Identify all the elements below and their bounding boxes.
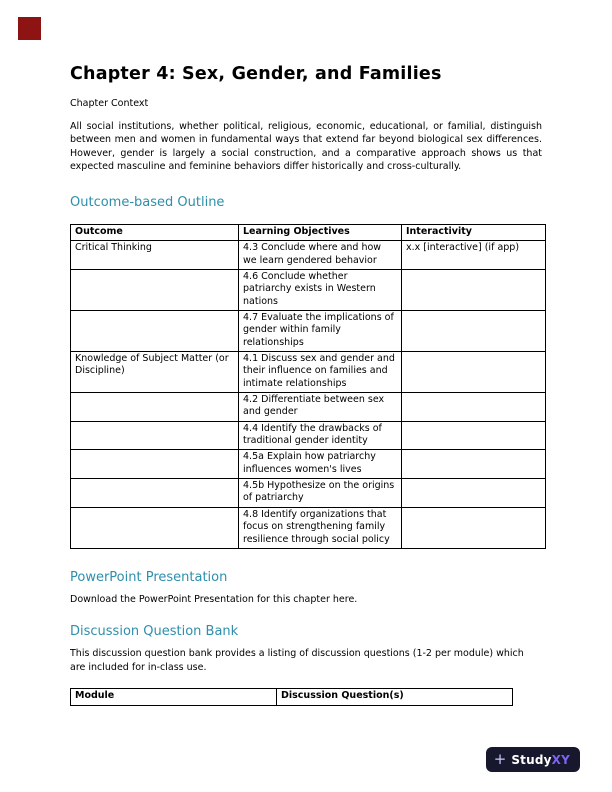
column-header-outcome: Outcome: [71, 224, 239, 240]
table-row: [71, 450, 546, 479]
objective-cell: 4.1 Discuss sex and gender and their influence on families and intimate relationships: [239, 352, 402, 393]
powerpoint-section-heading: PowerPoint Presentation: [70, 569, 228, 585]
objective-cell: 4.2 Differentiate between sex and gender: [239, 393, 402, 422]
table-row: [71, 479, 546, 508]
brand-study-text: Study: [511, 752, 552, 767]
interactivity-cell: [402, 269, 546, 310]
chapter-intro-paragraph: All social institutions, whether political, religious, economic, educational, or familial, distinguish between men and women in fundamental ways that extend far beyond biological sex differences. However, gender is largely a social construction, and a comparative approach shows us that expected masculine and feminine behaviors differ historically and cross-culturally.: [70, 121, 542, 173]
interactivity-cell: [402, 311, 546, 352]
objective-cell: 4.5b Hypothesize on the origins of patriarchy: [239, 479, 402, 508]
document-page: [70, 64, 542, 706]
outcome-cell: [71, 450, 239, 479]
column-header-interactivity: Interactivity: [402, 224, 546, 240]
outcome-cell: [71, 479, 239, 508]
table-row: [71, 311, 546, 352]
objective-cell: 4.8 Identify organizations that focus on strengthening family resilience through social policy: [239, 507, 402, 548]
table-header-row: [71, 689, 513, 705]
table-row: [71, 507, 546, 548]
column-header-discussion-questions: Discussion Question(s): [277, 689, 513, 705]
table-row: [71, 352, 546, 393]
outcome-cell: [71, 311, 239, 352]
discussion-section-heading: Discussion Question Bank: [70, 624, 239, 640]
corner-accent-square: [18, 17, 41, 40]
outcome-cell: [71, 269, 239, 310]
interactivity-cell: [402, 507, 546, 548]
discussion-intro-text: This discussion question bank provides a listing of discussion questions (1-2 per module) which are included for in-class use.: [70, 648, 524, 673]
objective-cell: 4.3 Conclude where and how we learn gendered behavior: [239, 241, 402, 270]
outline-section-heading: Outcome-based Outline: [70, 194, 225, 210]
outcome-cell: Critical Thinking: [71, 241, 239, 270]
chapter-context-label: Chapter Context: [70, 98, 149, 109]
brand-wordmark: [511, 753, 570, 767]
interactivity-cell: x.x [interactive] (if app): [402, 241, 546, 270]
discussion-question-table: [70, 688, 513, 705]
powerpoint-download-text[interactable]: Download the PowerPoint Presentation for this chapter here.: [70, 593, 358, 605]
studyxy-logo[interactable]: [486, 747, 580, 772]
table-row: [71, 241, 546, 270]
column-header-learning-objectives: Learning Objectives: [239, 224, 402, 240]
table-row: [71, 421, 546, 450]
interactivity-cell: [402, 479, 546, 508]
table-header-row: [71, 224, 546, 240]
interactivity-cell: [402, 450, 546, 479]
objective-cell: 4.7 Evaluate the implications of gender within family relationships: [239, 311, 402, 352]
outcome-outline-table: [70, 224, 546, 549]
outcome-cell: [71, 393, 239, 422]
table-row: [71, 393, 546, 422]
outcome-cell: Knowledge of Subject Matter (or Discipline): [71, 352, 239, 393]
interactivity-cell: [402, 393, 546, 422]
column-header-module: Module: [71, 689, 277, 705]
table-row: [71, 269, 546, 310]
outcome-cell: [71, 507, 239, 548]
brand-xy-text: XY: [551, 752, 570, 767]
outcome-cell: [71, 421, 239, 450]
interactivity-cell: [402, 352, 546, 393]
plus-icon: +: [493, 750, 507, 768]
objective-cell: 4.6 Conclude whether patriarchy exists in Western nations: [239, 269, 402, 310]
objective-cell: 4.5a Explain how patriarchy influences women's lives: [239, 450, 402, 479]
interactivity-cell: [402, 421, 546, 450]
objective-cell: 4.4 Identify the drawbacks of traditional gender identity: [239, 421, 402, 450]
page-title: Chapter 4: Sex, Gender, and Families: [70, 64, 442, 84]
